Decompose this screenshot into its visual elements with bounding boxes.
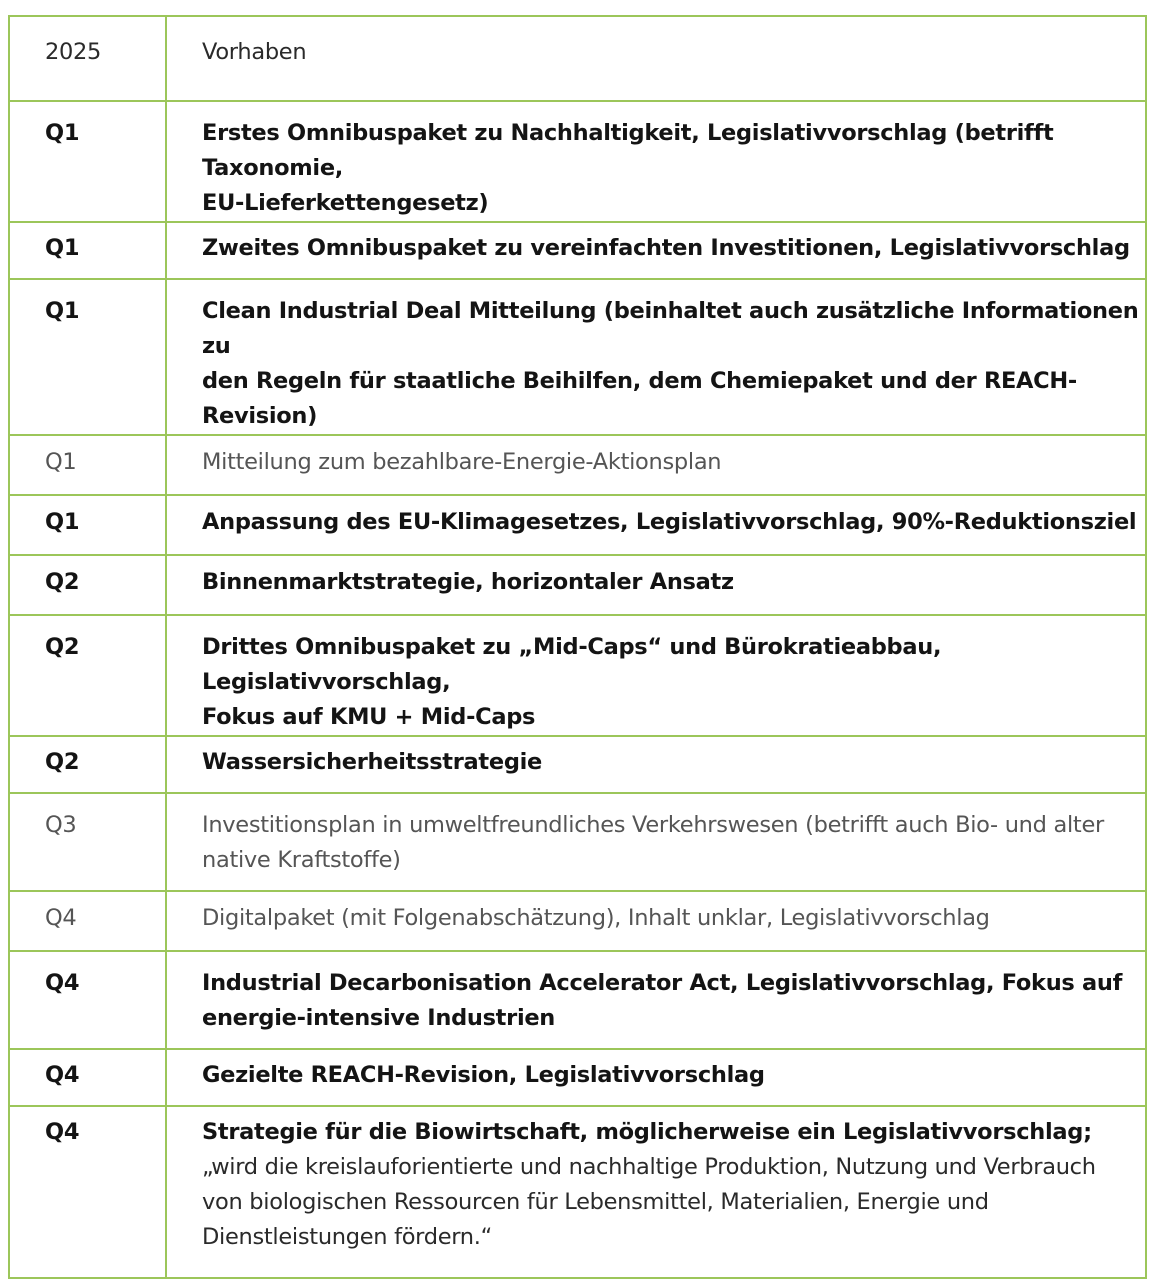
table-row	[9, 435, 1146, 495]
row-description	[166, 1049, 1146, 1106]
row-description	[166, 615, 1146, 736]
row-quarter: Q4	[9, 1106, 166, 1278]
table-row	[9, 495, 1146, 555]
row-quarter: Q1	[9, 101, 166, 222]
row-quarter: Q1	[9, 495, 166, 555]
row-description	[166, 736, 1146, 793]
table-row	[9, 793, 1146, 891]
row-description-line: native Kraftstoffe)	[202, 847, 401, 873]
header-title: Vorhaben	[166, 16, 1146, 101]
row-description-line: Clean Industrial Deal Mitteilung (beinhaltet auch zusätzliche Informationen zu	[202, 298, 1139, 359]
table-row	[9, 736, 1146, 793]
row-quarter: Q2	[9, 555, 166, 615]
row-quarter: Q4	[9, 1049, 166, 1106]
header-year: 2025	[9, 16, 166, 101]
row-description-line: Gezielte REACH-Revision, Legislativvorschlag	[202, 1062, 765, 1088]
row-description	[166, 951, 1146, 1049]
row-description-line: Strategie für die Biowirtschaft, möglicherweise ein Legislativvorschlag;	[202, 1119, 1092, 1145]
table-row	[9, 222, 1146, 279]
row-description-line: Industrial Decarbonisation Accelerator Act, Legislativvorschlag, Fokus auf	[202, 970, 1123, 996]
row-description-line: Wassersicherheitsstrategie	[202, 749, 543, 775]
row-quarter: Q4	[9, 951, 166, 1049]
row-description-line: den Regeln für staatliche Beihilfen, dem Chemiepaket und der REACH-Revision)	[202, 368, 1077, 429]
row-description	[166, 279, 1146, 435]
row-description	[166, 555, 1146, 615]
row-quote-line: „wird die kreislauforientierte und nachhaltige Produktion, Nutzung und Verbrauch	[202, 1154, 1096, 1180]
row-description-line: Fokus auf KMU + Mid-Caps	[202, 704, 536, 730]
row-description	[166, 793, 1146, 891]
row-description	[166, 435, 1146, 495]
row-quote-line: von biologischen Ressourcen für Lebensmittel, Materialien, Energie und	[202, 1189, 989, 1215]
row-description-line: Digitalpaket (mit Folgenabschätzung), Inhalt unklar, Legislativvorschlag	[202, 905, 990, 931]
row-description-line: Erstes Omnibuspaket zu Nachhaltigkeit, Legislativvorschlag (betrifft Taxonomie,	[202, 120, 1054, 181]
table-row	[9, 891, 1146, 951]
table-row	[9, 101, 1146, 222]
row-quote-line: Dienstleistungen fördern.“	[202, 1224, 492, 1250]
row-description-line: Binnenmarktstrategie, horizontaler Ansatz	[202, 569, 734, 595]
row-description	[166, 222, 1146, 279]
table-row	[9, 555, 1146, 615]
row-description	[166, 101, 1146, 222]
table-row	[9, 1106, 1146, 1278]
row-description-line: energie-intensive Industrien	[202, 1005, 556, 1031]
row-description-line: Anpassung des EU-Klimagesetzes, Legislativvorschlag, 90%-Reduktionsziel	[202, 509, 1137, 535]
vorhaben-table	[8, 15, 1147, 1279]
table-row	[9, 951, 1146, 1049]
table-row	[9, 279, 1146, 435]
row-description-line: Mitteilung zum bezahlbare-Energie-Aktionsplan	[202, 449, 722, 475]
row-description	[166, 495, 1146, 555]
row-description-line: Investitionsplan in umweltfreundliches Verkehrswesen (betrifft auch Bio- und alter	[202, 812, 1104, 838]
table-row	[9, 1049, 1146, 1106]
row-description-line: Drittes Omnibuspaket zu „Mid-Caps“ und Bürokratieabbau, Legislativvorschlag,	[202, 634, 942, 695]
row-quarter: Q4	[9, 891, 166, 951]
row-quarter: Q3	[9, 793, 166, 891]
row-quarter: Q1	[9, 279, 166, 435]
table-header-row	[9, 16, 1146, 101]
row-description-line: EU-Lieferkettengesetz)	[202, 190, 489, 216]
row-quarter: Q1	[9, 435, 166, 495]
row-description	[166, 1106, 1146, 1278]
row-description	[166, 891, 1146, 951]
table-row	[9, 615, 1146, 736]
row-quarter: Q2	[9, 615, 166, 736]
row-quarter: Q2	[9, 736, 166, 793]
row-quarter: Q1	[9, 222, 166, 279]
row-description-line: Zweites Omnibuspaket zu vereinfachten Investitionen, Legislativvorschlag	[202, 235, 1130, 261]
